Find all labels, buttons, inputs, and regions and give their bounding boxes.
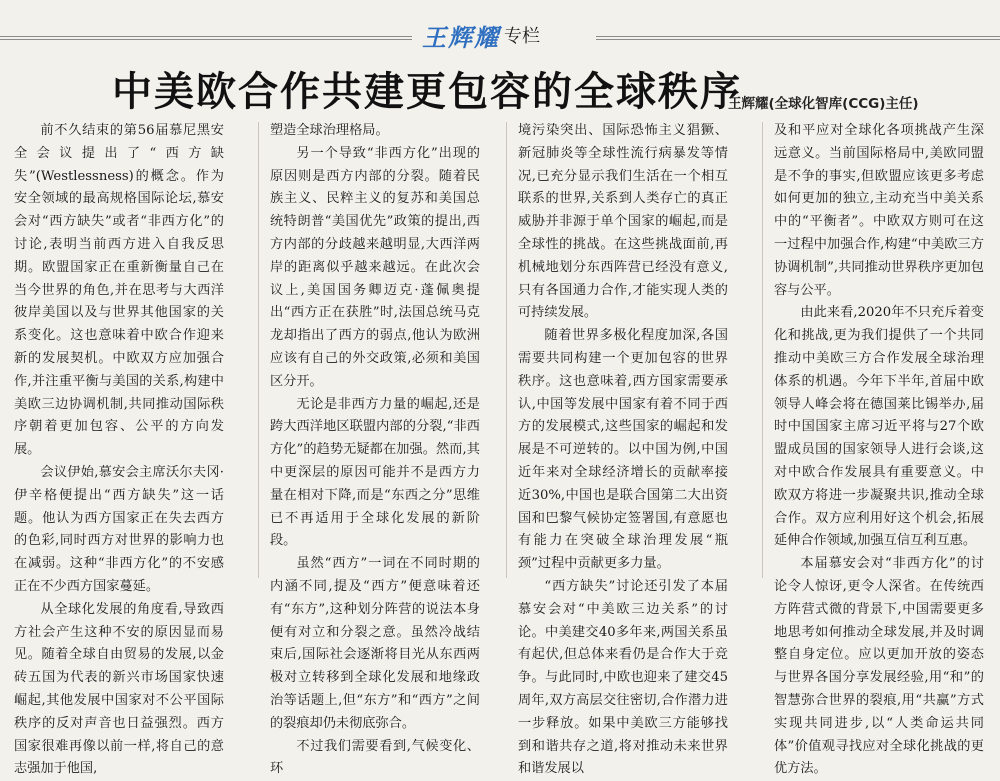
header-rule-left — [0, 36, 412, 40]
paragraph: 不过我们需要看到,气候变化、环 — [270, 738, 480, 777]
column-divider — [258, 122, 259, 578]
paragraph: 会议伊始,慕安会主席沃尔夫冈·伊辛格便提出“西方缺失”这一话题。他认为西方国家正在失去西方的色彩,同时西方对世界的影响力也在减弱。这种“非西方化”的不安感正在不少西方国家蔓延。 — [14, 464, 224, 594]
article-byline: 王辉耀(全球化智库(CCG)主任) — [728, 96, 919, 112]
paragraph: 前不久结束的第56届慕尼黑安全会议提出了“西方缺失”(Westlessness)的概念。作为安全领域的最高规格国际论坛,慕安会对“西方缺失”或者“非西方化”的讨论,表明当前西方进入自我反思期。欧盟国家正在重新衡量自己在当今世界的角色,并在思考与大西洋彼岸美国以及与世界其他国家的关系变化。这也意味着中欧合作迎来新的发展契机。中欧双方应加强合作,并注重平衡与美国的关系,构建中美欧三边协调机制,共同推动国际秩序朝着更加包容、公平的方向发展。 — [14, 123, 224, 458]
header-rule-right — [596, 36, 1000, 40]
column-label: 专栏 — [504, 26, 540, 47]
column-divider — [762, 122, 763, 578]
paragraph: 境污染突出、国际恐怖主义猖獗、新冠肺炎等全球性流行病暴发等情况,已充分显示我们生活在一个相互联系的世界,关系到人类存亡的真正威胁并非源于单个国家的崛起,而是全球性的挑战。在这些挑战面前,再机械地划分东西阵营已经没有意义,只有各国通力合作,才能实现人类的可持续发展。 — [518, 123, 728, 321]
paragraph: “西方缺失”讨论还引发了本届慕安会对“中美欧三边关系”的讨论。中美建交40多年来,两国关系虽有起伏,但总体来看仍是合作大于竞争。与此同时,中欧也迎来了建交45周年,双方高层交往密切,合作潜力进一步释放。如果中美欧三方能够找到和谐共存之道,将对推动未来世界和谐发展以 — [518, 578, 728, 777]
paragraph: 本届慕安会对“非西方化”的讨论令人惊讶,更令人深省。在传统西方阵营式微的背景下,中国需要更多地思考如何推动全球发展,并及时调整自身定位。应以更加开放的姿态与世界各国分享发展经验,用“和”的智慧弥合世界的裂痕,用“共赢”方式实现共同进步,以“人类命运共同体”价值观寻找应对全球化挑战的更优方法。 — [774, 556, 984, 777]
paragraph: 虽然“西方”一词在不同时期的内涵不同,提及“西方”便意味着还有“东方”,这种划分阵营的说法本身便有对立和分裂之意。虽然冷战结束后,国际社会逐渐将目光从东西两极对立转移到全球化发展和地缘政治等话题上,但“东方”和“西方”之间的裂痕却仍未彻底弥合。 — [270, 556, 480, 731]
paragraph: 从全球化发展的角度看,导致西方社会产生这种不安的原因显而易见。随着全球自由贸易的发展,以金砖五国为代表的新兴市场国家快速崛起,其他发展中国家对不公平国际秩序的反对声音也日益强烈。西方国家很难再像以前一样,将自己的意志强加于他国, — [14, 601, 224, 777]
paragraph: 随着世界多极化程度加深,各国需要共同构建一个更加包容的世界秩序。这也意味着,西方国家需要承认,中国等发展中国家有着不同于西方的发展模式,这些国家的崛起和发展是不可逆转的。以中国为例,中国近年来对全球经济增长的贡献率接近30%,中国也是联合国第二大出资国和巴黎气候协定签署国,有意愿也有能力在突破全球治理发展“瓶颈”过程中贡献更多力量。 — [518, 328, 728, 572]
article-column-4 — [774, 120, 984, 777]
article-column-2 — [270, 120, 480, 777]
columnist-name: 王辉耀 — [422, 23, 500, 52]
paragraph: 及和平应对全球化各项挑战产生深远意义。当前国际格局中,美欧同盟是不争的事实,但欧盟应该更多考虑如何更加的独立,主动充当中美关系中的“平衡者”。中欧双方则可在这一过程中加强合作,构建“中美欧三方协调机制”,共同推动世界秩序更加包容与公平。 — [774, 123, 984, 298]
article-title: 中美欧合作共建更包容的全球秩序 — [112, 69, 742, 115]
article-column-3 — [518, 120, 728, 777]
article-column-1 — [14, 120, 224, 777]
paragraph: 由此来看,2020年不只充斥着变化和挑战,更为我们提供了一个共同推动中美欧三方合作发展全球治理体系的机遇。今年下半年,首届中欧领导人峰会将在德国莱比锡举办,届时中国国家主席习近平将与27个欧盟成员国的国家领导人进行会谈,这对中欧合作发展具有重要意义。中欧双方将进一步凝聚共识,推动全球合作。双方应利用好这个机会,拓展延伸合作领域,加强互信互利互惠。 — [774, 305, 984, 549]
paragraph: 另一个导致“非西方化”出现的原因则是西方内部的分裂。随着民族主义、民粹主义的复苏和美国总统特朗普“美国优先”政策的提出,西方内部的分歧越来越明显,大西洋两岸的距离似乎越来越远。在此次会议上,美国国务卿迈克·蓬佩奥提出“西方正在获胜”时,法国总统马克龙却指出了西方的弱点,他认为欧洲应该有自己的外交政策,必须和美国区分开。 — [270, 145, 480, 389]
column-badge — [422, 16, 540, 54]
column-divider — [506, 122, 507, 578]
paragraph: 塑造全球治理格局。 — [270, 123, 389, 138]
paragraph: 无论是非西方力量的崛起,还是跨大西洋地区联盟内部的分裂,“非西方化”的趋势无疑都在加强。然而,其中更深层的原因可能并不是西方力量在相对下降,而是“东西之分”思维已不再适用于全球化发展的新阶段。 — [270, 396, 480, 549]
